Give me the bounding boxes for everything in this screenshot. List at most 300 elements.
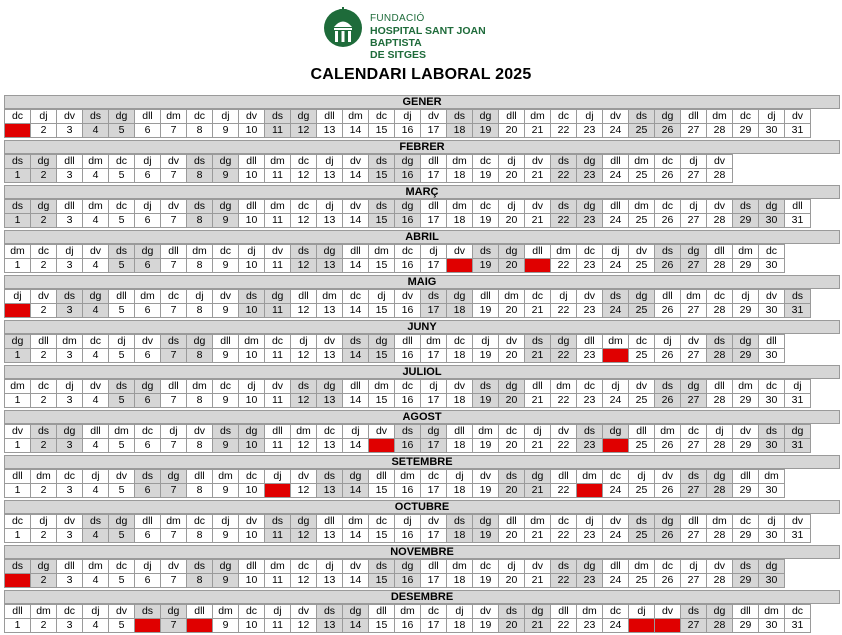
day-cell: 16 <box>394 348 421 363</box>
day-cell: 10 <box>238 393 265 408</box>
day-number-row <box>4 213 811 228</box>
weekday-cell: dm <box>56 334 83 349</box>
day-cell: 14 <box>342 438 369 453</box>
day-cell: 14 <box>342 618 369 633</box>
day-cell: 28 <box>706 573 733 588</box>
weekday-cell: dll <box>576 334 603 349</box>
weekday-cell: dv <box>238 109 265 124</box>
day-cell: 16 <box>394 438 421 453</box>
day-cell: 25 <box>628 168 655 183</box>
day-cell: 13 <box>316 573 343 588</box>
weekday-cell: dj <box>420 244 447 259</box>
weekday-cell: dm <box>472 424 499 439</box>
day-cell: 8 <box>186 168 213 183</box>
weekday-cell: dv <box>680 334 707 349</box>
day-cell: 22 <box>550 393 577 408</box>
day-cell: 27 <box>680 573 707 588</box>
day-cell: 31 <box>784 123 811 138</box>
day-cell: 23 <box>576 573 603 588</box>
day-cell: 2 <box>30 303 57 318</box>
weekday-cell: dc <box>732 514 759 529</box>
day-cell: 16 <box>394 213 421 228</box>
weekday-cell: dj <box>524 424 551 439</box>
weekday-cell: dm <box>368 379 395 394</box>
day-cell: 19 <box>472 618 499 633</box>
weekday-cell: dj <box>446 604 473 619</box>
day-cell: 18 <box>446 618 473 633</box>
weekday-cell: ds <box>134 604 161 619</box>
day-cell: 12 <box>290 258 317 273</box>
month-name: JUNY <box>4 320 840 334</box>
day-cell: 8 <box>186 258 213 273</box>
weekday-cell: dll <box>212 334 239 349</box>
day-cell: 12 <box>290 213 317 228</box>
day-cell: 28 <box>706 618 733 633</box>
day-cell: 23 <box>576 438 603 453</box>
day-cell: 12 <box>290 483 317 498</box>
day-cell: 19 <box>472 573 499 588</box>
weekday-cell: dc <box>446 334 473 349</box>
weekday-cell: dj <box>784 379 811 394</box>
weekday-cell: dc <box>524 289 551 304</box>
day-cell: 1 <box>4 213 31 228</box>
weekday-cell: dm <box>264 559 291 574</box>
month-block <box>4 498 840 543</box>
day-cell: 8 <box>186 348 213 363</box>
day-cell: 1 <box>4 483 31 498</box>
weekday-cell: dj <box>654 334 681 349</box>
weekday-cell: dm <box>108 424 135 439</box>
day-cell: 2 <box>30 348 57 363</box>
day-cell: 5 <box>108 348 135 363</box>
weekday-cell: dg <box>108 109 135 124</box>
weekday-cell: dg <box>108 514 135 529</box>
day-cell: 10 <box>238 123 265 138</box>
day-cell: 8 <box>186 393 213 408</box>
weekday-cell: dll <box>316 514 343 529</box>
weekday-cell: dm <box>654 424 681 439</box>
weekday-cell: ds <box>264 109 291 124</box>
weekday-cell: dv <box>602 514 629 529</box>
weekday-cell: dj <box>264 604 291 619</box>
weekday-cell: dc <box>4 109 31 124</box>
day-cell: 22 <box>550 258 577 273</box>
weekday-cell: dv <box>628 379 655 394</box>
weekday-cell: ds <box>706 334 733 349</box>
weekday-cell: dj <box>732 289 759 304</box>
weekday-cell: ds <box>550 559 577 574</box>
day-cell: 22 <box>550 168 577 183</box>
day-cell: 14 <box>342 528 369 543</box>
weekday-cell: dj <box>30 109 57 124</box>
weekday-cell: dg <box>420 424 447 439</box>
day-number-row <box>4 438 811 453</box>
weekday-cell: dll <box>498 514 525 529</box>
day-cell: 29 <box>732 528 759 543</box>
day-cell: 24 <box>602 483 629 498</box>
weekday-cell: ds <box>108 379 135 394</box>
day-cell: 20 <box>498 258 525 273</box>
month-name: GENER <box>4 95 840 109</box>
weekday-cell: dll <box>602 199 629 214</box>
weekday-cell: dm <box>576 604 603 619</box>
day-cell: 29 <box>732 438 759 453</box>
weekday-cell: dll <box>680 514 707 529</box>
day-cell: 21 <box>524 348 551 363</box>
weekday-cell: dv <box>706 199 733 214</box>
day-cell: 19 <box>472 213 499 228</box>
day-cell: 14 <box>342 483 369 498</box>
day-cell: 4 <box>82 213 109 228</box>
month-block <box>4 318 840 363</box>
day-cell: 28 <box>706 483 733 498</box>
weekday-cell: dc <box>290 154 317 169</box>
day-cell: 20 <box>498 618 525 633</box>
weekday-cell: ds <box>550 199 577 214</box>
weekday-cell: dj <box>316 559 343 574</box>
weekday-cell: dj <box>498 559 525 574</box>
weekday-cell: dm <box>498 289 525 304</box>
day-cell: 28 <box>706 213 733 228</box>
weekday-cell: dm <box>4 244 31 259</box>
day-cell: 12 <box>290 573 317 588</box>
weekday-cell: dg <box>394 199 421 214</box>
weekday-cell: dll <box>160 379 187 394</box>
weekday-cell: dj <box>290 334 317 349</box>
day-cell: 22 <box>550 438 577 453</box>
day-cell: 8 <box>186 213 213 228</box>
day-cell: 11 <box>264 123 291 138</box>
weekday-cell: dv <box>82 244 109 259</box>
weekday-cell: dll <box>134 109 161 124</box>
day-cell: 2 <box>30 123 57 138</box>
day-cell: 18 <box>446 528 473 543</box>
holiday-day-cell: 24 <box>602 348 629 363</box>
weekday-cell: dv <box>160 559 187 574</box>
day-cell: 15 <box>368 393 395 408</box>
day-cell: 26 <box>654 438 681 453</box>
weekday-cell: dv <box>316 334 343 349</box>
weekday-cell: dc <box>212 244 239 259</box>
month-block <box>4 363 840 408</box>
day-cell: 4 <box>82 303 109 318</box>
weekday-cell: ds <box>498 604 525 619</box>
weekday-cell: dg <box>472 109 499 124</box>
weekday-cell: dj <box>602 379 629 394</box>
day-cell: 5 <box>108 618 135 633</box>
weekday-cell: ds <box>186 154 213 169</box>
weekday-cell: dm <box>82 199 109 214</box>
day-cell: 28 <box>706 528 733 543</box>
day-cell: 20 <box>498 168 525 183</box>
weekday-cell: dc <box>108 154 135 169</box>
day-cell: 6 <box>134 168 161 183</box>
weekday-cell: dj <box>56 379 83 394</box>
day-cell: 17 <box>420 573 447 588</box>
day-cell: 23 <box>576 528 603 543</box>
day-cell: 2 <box>30 258 57 273</box>
weekday-cell: ds <box>186 199 213 214</box>
day-cell: 6 <box>134 573 161 588</box>
day-cell: 24 <box>602 123 629 138</box>
weekday-cell: dv <box>446 244 473 259</box>
weekday-cell: dll <box>420 154 447 169</box>
day-cell: 12 <box>290 303 317 318</box>
day-cell: 10 <box>238 303 265 318</box>
day-cell: 27 <box>680 348 707 363</box>
day-cell: 3 <box>56 303 83 318</box>
day-cell: 15 <box>368 303 395 318</box>
month-name: DESEMBRE <box>4 590 840 604</box>
day-cell: 6 <box>134 348 161 363</box>
day-cell: 17 <box>420 528 447 543</box>
weekday-cell: dc <box>602 469 629 484</box>
day-number-row <box>4 618 811 633</box>
weekday-cell: ds <box>368 559 395 574</box>
weekday-cell: dj <box>680 559 707 574</box>
day-cell: 6 <box>134 483 161 498</box>
weekday-cell: dll <box>134 514 161 529</box>
weekday-cell: dg <box>758 559 785 574</box>
weekday-cell: dj <box>446 469 473 484</box>
weekday-cell: dv <box>342 199 369 214</box>
day-cell: 7 <box>160 168 187 183</box>
day-cell: 4 <box>82 258 109 273</box>
weekday-cell: dll <box>602 154 629 169</box>
weekday-cell: dv <box>264 244 291 259</box>
weekday-cell: dc <box>758 244 785 259</box>
weekday-cell: dm <box>446 559 473 574</box>
day-cell: 13 <box>316 123 343 138</box>
day-cell: 18 <box>446 393 473 408</box>
day-cell: 5 <box>108 168 135 183</box>
day-cell: 29 <box>732 573 759 588</box>
weekday-cell: ds <box>472 379 499 394</box>
weekday-cell: ds <box>446 514 473 529</box>
weekday-cell: dv <box>394 289 421 304</box>
day-cell: 30 <box>758 123 785 138</box>
weekday-cell: dm <box>550 379 577 394</box>
day-cell: 23 <box>576 258 603 273</box>
weekday-cell: dv <box>4 424 31 439</box>
weekday-cell: dll <box>238 559 265 574</box>
day-cell: 25 <box>628 123 655 138</box>
weekday-cell: dv <box>264 379 291 394</box>
day-cell: 10 <box>238 618 265 633</box>
day-cell: 31 <box>784 303 811 318</box>
weekday-cell: dv <box>628 244 655 259</box>
day-cell: 14 <box>342 123 369 138</box>
month-name: FEBRER <box>4 140 840 154</box>
day-cell: 22 <box>550 303 577 318</box>
weekday-cell: dv <box>550 424 577 439</box>
weekday-cell: dv <box>706 154 733 169</box>
day-cell: 29 <box>732 258 759 273</box>
day-cell: 24 <box>602 573 629 588</box>
day-cell: 16 <box>394 528 421 543</box>
weekday-cell: dv <box>446 379 473 394</box>
weekday-cell: dll <box>82 424 109 439</box>
weekday-cell: dj <box>134 154 161 169</box>
weekday-cell: ds <box>4 199 31 214</box>
day-cell: 4 <box>82 348 109 363</box>
day-cell: 25 <box>628 258 655 273</box>
day-cell: 17 <box>420 438 447 453</box>
month-block <box>4 138 840 183</box>
day-cell: 23 <box>576 393 603 408</box>
day-cell: 2 <box>30 618 57 633</box>
weekday-cell: dll <box>602 559 629 574</box>
day-cell: 5 <box>108 438 135 453</box>
day-cell: 8 <box>186 303 213 318</box>
day-cell: 21 <box>524 123 551 138</box>
weekday-cell: dv <box>160 154 187 169</box>
day-cell: 25 <box>628 438 655 453</box>
day-cell: 11 <box>264 303 291 318</box>
weekday-cell: dg <box>4 334 31 349</box>
day-cell: 3 <box>56 123 83 138</box>
day-cell: 31 <box>784 618 811 633</box>
weekday-cell: dv <box>732 424 759 439</box>
day-cell: 22 <box>550 528 577 543</box>
day-cell: 31 <box>784 393 811 408</box>
day-cell: 17 <box>420 393 447 408</box>
day-cell: 4 <box>82 438 109 453</box>
weekday-cell: dm <box>160 109 187 124</box>
day-cell: 7 <box>160 438 187 453</box>
day-cell: 7 <box>160 483 187 498</box>
weekday-cell: dv <box>56 109 83 124</box>
weekday-cell: dll <box>264 424 291 439</box>
weekday-cell: dc <box>394 244 421 259</box>
day-cell: 11 <box>264 618 291 633</box>
day-cell: 13 <box>316 438 343 453</box>
weekday-cell: dc <box>30 379 57 394</box>
weekday-cell: dv <box>134 334 161 349</box>
weekday-cell: dg <box>368 334 395 349</box>
weekday-cell: dg <box>628 289 655 304</box>
weekday-cell: dj <box>498 154 525 169</box>
day-cell: 6 <box>134 258 161 273</box>
day-cell: 3 <box>56 618 83 633</box>
foundation-logo <box>322 5 522 61</box>
weekday-cell: dj <box>394 514 421 529</box>
weekday-cell: dv <box>576 289 603 304</box>
day-cell: 14 <box>342 393 369 408</box>
weekday-cell: ds <box>316 469 343 484</box>
day-cell: 6 <box>134 438 161 453</box>
day-cell: 4 <box>82 168 109 183</box>
weekday-row <box>4 289 811 304</box>
day-cell: 5 <box>108 573 135 588</box>
weekday-cell: dm <box>82 559 109 574</box>
day-number-row <box>4 168 733 183</box>
weekday-cell: ds <box>4 154 31 169</box>
weekday-cell: dc <box>186 109 213 124</box>
weekday-cell: dc <box>472 559 499 574</box>
day-cell: 2 <box>30 483 57 498</box>
weekday-cell: dc <box>654 199 681 214</box>
weekday-cell: dm <box>30 604 57 619</box>
day-cell: 24 <box>602 258 629 273</box>
weekday-cell: dg <box>602 424 629 439</box>
weekday-cell: ds <box>680 604 707 619</box>
holiday-day-cell: 15 <box>368 438 395 453</box>
weekday-cell: dj <box>420 379 447 394</box>
weekday-cell: dm <box>732 244 759 259</box>
weekday-row <box>4 424 811 439</box>
page-title: CALENDARI LABORAL 2025 <box>310 66 532 83</box>
day-cell: 7 <box>160 618 187 633</box>
weekday-cell: dc <box>472 154 499 169</box>
day-cell: 17 <box>420 303 447 318</box>
day-cell: 25 <box>628 528 655 543</box>
day-cell: 28 <box>706 348 733 363</box>
weekday-cell: dj <box>264 469 291 484</box>
weekday-cell: dll <box>524 379 551 394</box>
weekday-cell: dj <box>212 109 239 124</box>
day-cell: 9 <box>212 438 239 453</box>
weekday-cell: dg <box>342 469 369 484</box>
day-cell: 24 <box>602 528 629 543</box>
day-cell: 7 <box>160 303 187 318</box>
weekday-cell: dll <box>732 469 759 484</box>
month-block <box>4 93 840 138</box>
weekday-cell: dll <box>4 604 31 619</box>
day-cell: 30 <box>758 438 785 453</box>
weekday-cell: ds <box>472 244 499 259</box>
month-name: OCTUBRE <box>4 500 840 514</box>
weekday-cell: dm <box>186 379 213 394</box>
weekday-cell: dg <box>56 424 83 439</box>
weekday-cell: dm <box>82 154 109 169</box>
weekday-cell: dll <box>420 199 447 214</box>
weekday-row <box>4 514 811 529</box>
weekday-cell: dj <box>108 334 135 349</box>
weekday-cell: dm <box>290 424 317 439</box>
weekday-cell: dm <box>420 334 447 349</box>
day-cell: 31 <box>784 213 811 228</box>
weekday-cell: dv <box>368 424 395 439</box>
day-cell: 19 <box>472 483 499 498</box>
day-cell: 18 <box>446 573 473 588</box>
day-cell: 21 <box>524 213 551 228</box>
day-cell: 9 <box>212 123 239 138</box>
day-cell: 2 <box>30 213 57 228</box>
weekday-cell: dj <box>472 334 499 349</box>
weekday-cell: dm <box>732 379 759 394</box>
day-cell: 27 <box>680 168 707 183</box>
day-cell: 7 <box>160 258 187 273</box>
day-cell: 24 <box>602 168 629 183</box>
day-cell: 30 <box>758 483 785 498</box>
day-cell: 13 <box>316 618 343 633</box>
holiday-day-cell: 1 <box>4 303 31 318</box>
weekday-cell: dj <box>316 154 343 169</box>
weekday-cell: dv <box>758 289 785 304</box>
month-block <box>4 588 840 633</box>
weekday-cell: dg <box>576 154 603 169</box>
weekday-cell: dj <box>160 424 187 439</box>
weekday-cell: dm <box>212 604 239 619</box>
day-cell: 17 <box>420 348 447 363</box>
day-cell: 27 <box>680 303 707 318</box>
day-cell: 27 <box>680 483 707 498</box>
day-cell: 10 <box>238 528 265 543</box>
org-line-2: HOSPITAL SANT JOAN BAPTISTA <box>370 25 486 49</box>
day-cell: 30 <box>758 393 785 408</box>
day-cell: 23 <box>576 618 603 633</box>
